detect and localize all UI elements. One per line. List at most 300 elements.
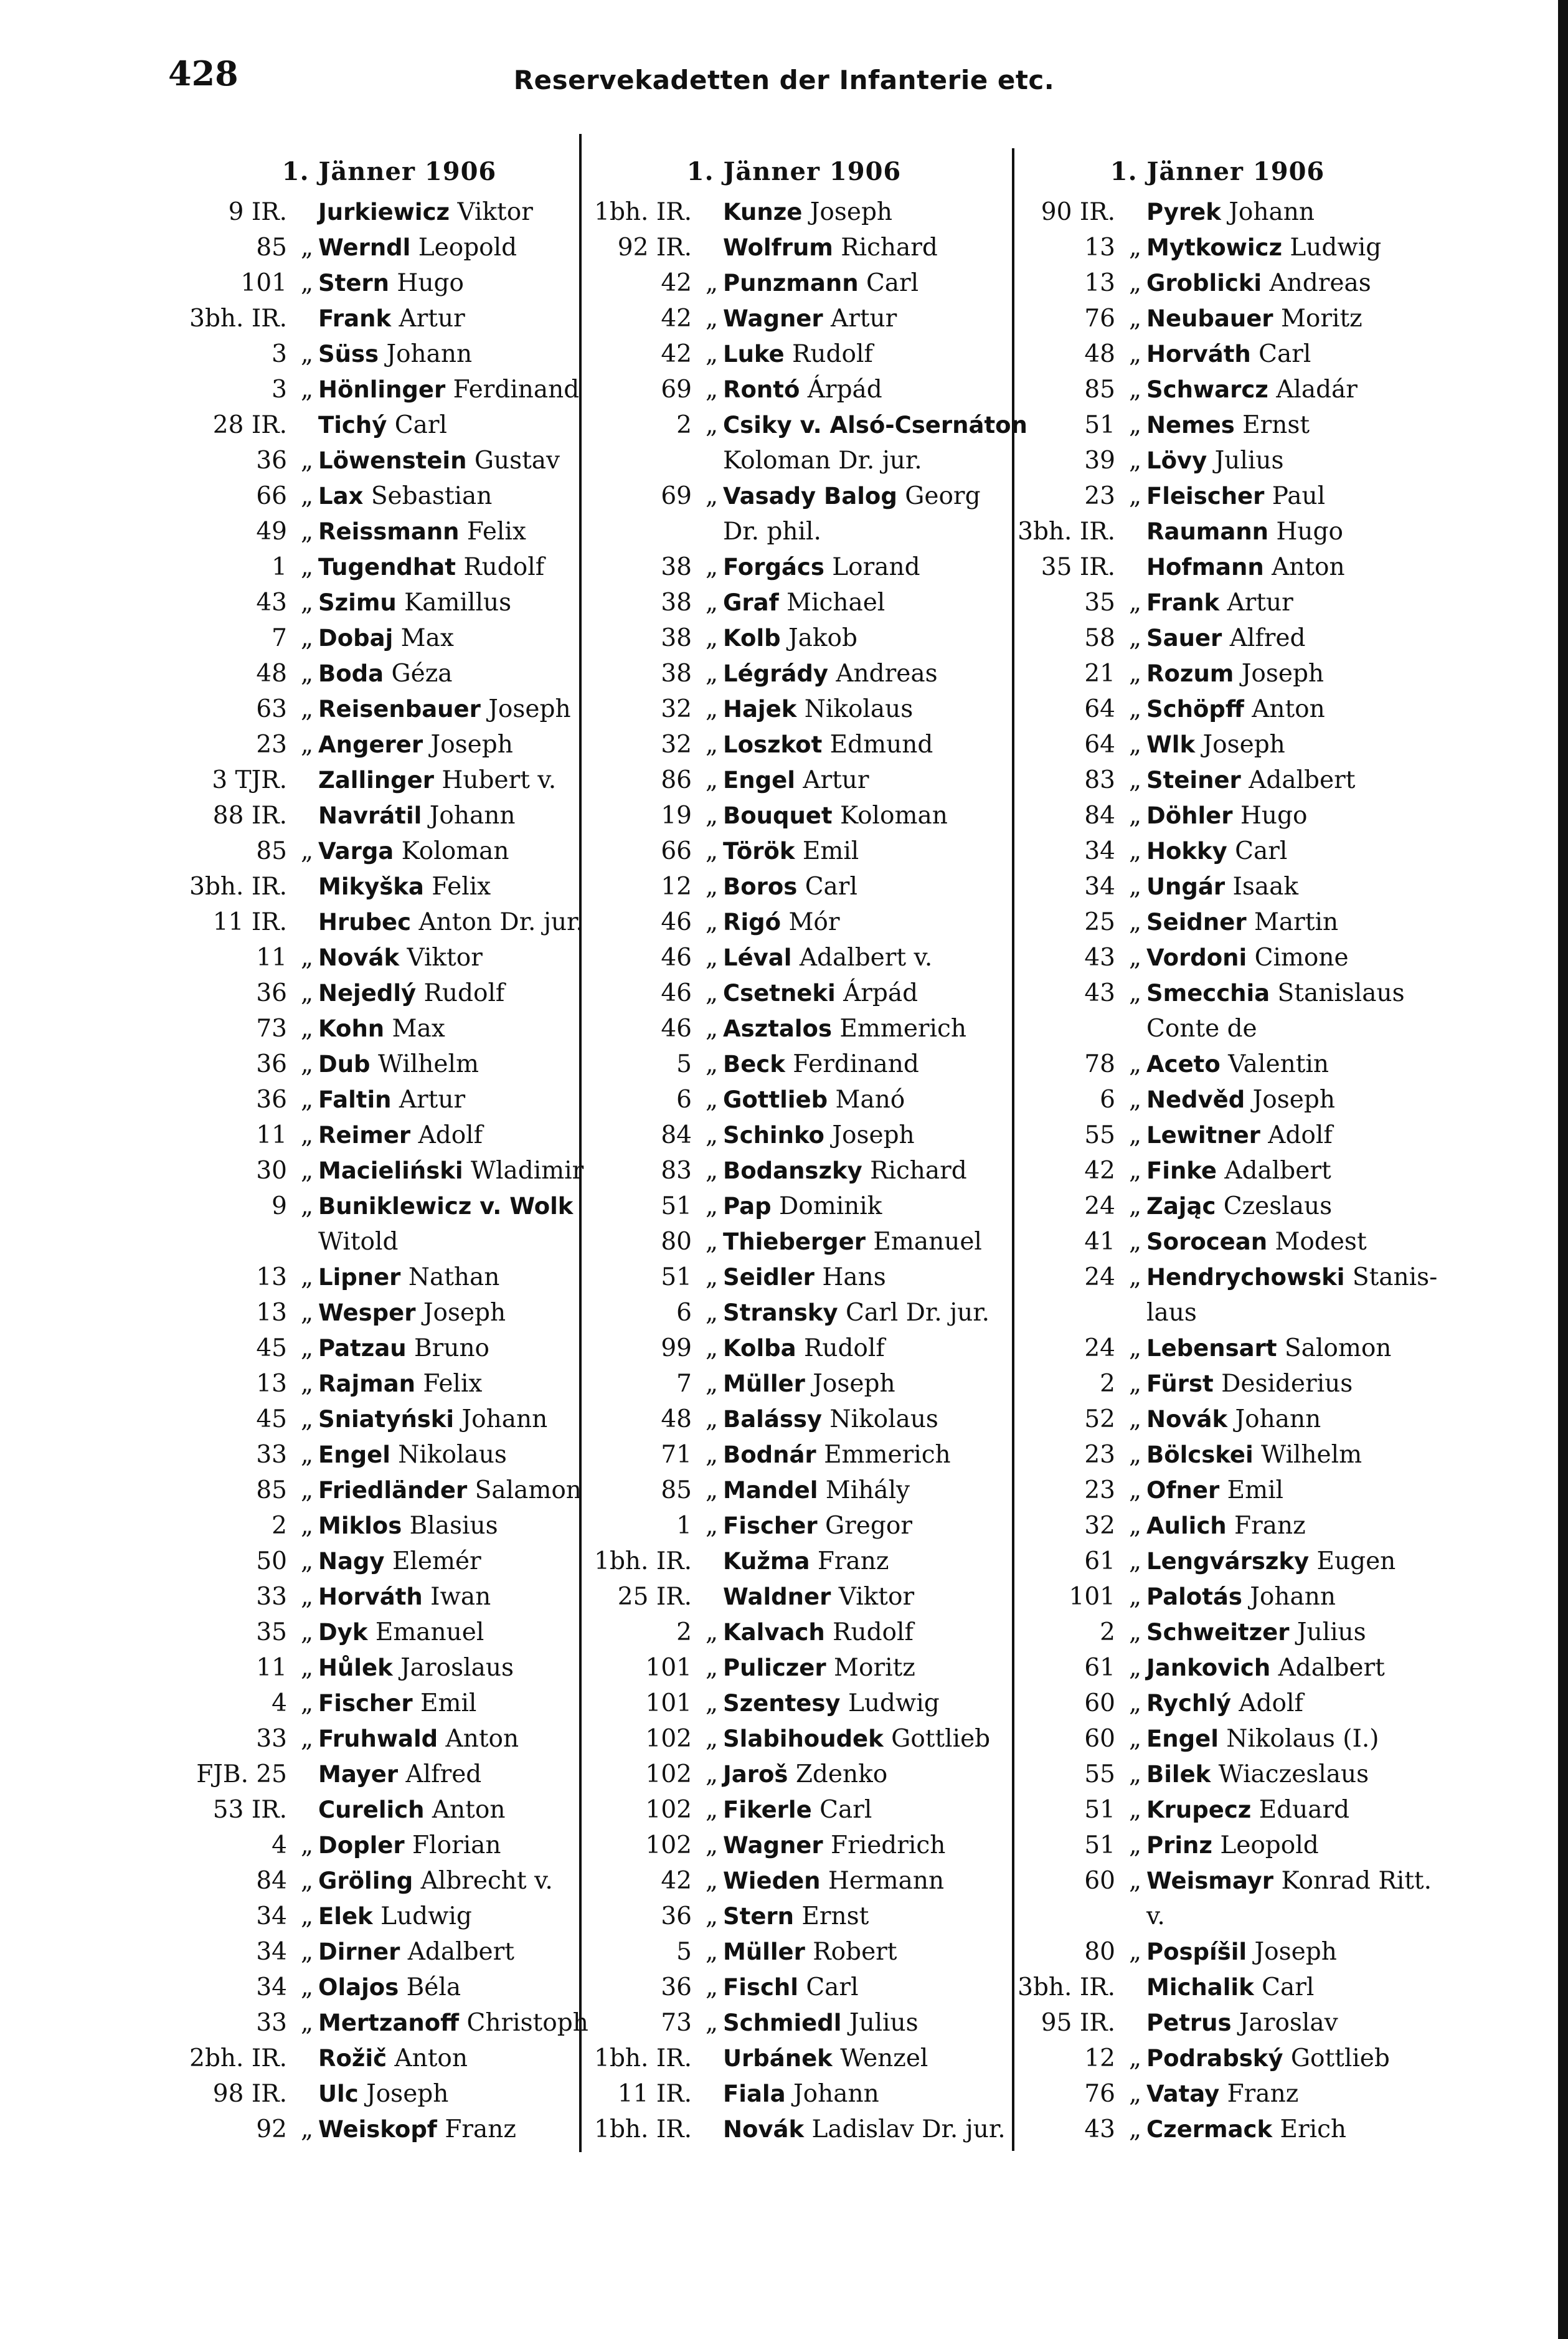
unit-number: 99	[661, 1334, 692, 1362]
roster-entry	[582, 1863, 1006, 1899]
ditto-mark: „	[300, 944, 314, 972]
person-name	[723, 1437, 1006, 1473]
person-name	[723, 194, 1006, 230]
surname: Hrubec	[318, 909, 412, 936]
ditto-mark: „	[1128, 1086, 1142, 1114]
ditto-mark: „	[1128, 2115, 1142, 2143]
unit-number: 45	[256, 1334, 287, 1362]
ditto-mark: „	[1128, 1796, 1142, 1824]
roster-rows	[177, 194, 601, 2147]
page-number: 428	[168, 54, 239, 93]
given-name: Manó	[828, 1086, 905, 1114]
surname: Döhler	[1146, 802, 1233, 829]
roster-entry	[1006, 407, 1429, 443]
person-name	[1146, 301, 1429, 336]
ditto-mark: „	[300, 1547, 314, 1575]
given-name: Viktor	[831, 1583, 915, 1611]
surname: Müller	[723, 1938, 805, 1965]
surname: Finke	[1146, 1157, 1217, 1184]
surname: Jurkiewicz	[318, 199, 450, 225]
ditto-mark: „	[705, 1512, 719, 1540]
roster-entry	[582, 1828, 1006, 1863]
person-name	[1146, 1650, 1429, 1686]
roster-entry	[177, 1224, 601, 1260]
roster-entry	[582, 407, 1027, 443]
unit-number: 2bh. IR.	[189, 2044, 287, 2072]
given-name: Joseph	[824, 1121, 915, 1149]
ditto-mark: „	[1128, 1476, 1142, 1504]
person-name	[318, 1579, 601, 1615]
given-name: Leopold	[1212, 1831, 1319, 1859]
roster-entry	[1006, 1331, 1429, 1366]
roster-entry	[582, 1224, 1006, 1260]
roster-entry	[177, 1402, 601, 1437]
ditto-mark: „	[705, 624, 719, 652]
unit-number: 102	[645, 1725, 692, 1753]
given-name: Joseph	[1245, 1086, 1335, 1114]
roster-entry	[1006, 194, 1429, 230]
person-name	[1146, 2076, 1429, 2112]
ditto-mark: „	[705, 2009, 719, 2037]
surname: Horváth	[1146, 341, 1251, 368]
unit-number	[177, 1224, 296, 1260]
roster-entry	[582, 940, 1006, 975]
surname: Wagner	[723, 1832, 823, 1859]
given-name: Joseph	[358, 2080, 449, 2108]
unit-number: 63	[256, 695, 287, 723]
roster-entry	[1006, 1188, 1429, 1224]
surname: Horváth	[318, 1583, 423, 1610]
person-name	[318, 1331, 601, 1366]
given-name: Czeslaus	[1216, 1192, 1333, 1220]
given-name: Ferdinand	[785, 1050, 919, 1078]
roster-entry	[177, 1544, 601, 1579]
surname: Bilek	[1146, 1761, 1211, 1788]
person-name	[1146, 975, 1429, 1011]
roster-entry	[1006, 230, 1429, 265]
ditto-mark: „	[705, 1902, 719, 1930]
ditto-mark: „	[705, 908, 719, 936]
ditto-mark: „	[705, 1192, 719, 1220]
unit-number: 38	[661, 589, 692, 617]
person-name	[723, 869, 1006, 904]
roster-entry	[1006, 301, 1429, 336]
ditto-mark: „	[1128, 2044, 1142, 2072]
roster-entry	[1006, 1473, 1429, 1508]
surname: Müller	[723, 1370, 805, 1397]
person-name	[1146, 1437, 1429, 1473]
given-name: Adolf	[410, 1121, 483, 1149]
person-name	[318, 1153, 601, 1188]
unit-number: 48	[1084, 340, 1115, 368]
surname: Mikyška	[318, 873, 424, 900]
ditto-mark: „	[300, 482, 314, 510]
person-name	[1146, 2041, 1429, 2076]
surname: Csiky v. Alsó-Csernáton	[723, 412, 1027, 439]
unit-number: 46	[661, 979, 692, 1007]
person-name	[318, 1721, 601, 1757]
person-name	[723, 1721, 1006, 1757]
unit-number: 85	[661, 1476, 692, 1504]
ditto-mark: „	[1128, 269, 1142, 297]
given-name: Anton	[424, 1796, 506, 1824]
person-name	[318, 620, 601, 656]
person-name	[723, 2041, 1006, 2076]
column-heading: 1. Jänner 1906	[686, 157, 902, 186]
roster-entry	[582, 656, 1006, 691]
ditto-mark: „	[300, 1938, 314, 1966]
surname: Pyrek	[1146, 199, 1221, 225]
unit-number: 7	[272, 624, 287, 652]
unit-number: 11	[256, 1121, 287, 1149]
surname: Pospíšil	[1146, 1938, 1247, 1965]
roster-rows	[582, 194, 1027, 2147]
roster-entry	[1006, 869, 1429, 904]
unit-number: 98 IR.	[212, 2080, 287, 2108]
ditto-mark: „	[1128, 1228, 1142, 1256]
unit-number: 84	[256, 1867, 287, 1895]
roster-entry	[1006, 549, 1429, 585]
ditto-mark	[701, 230, 723, 265]
ditto-mark: „	[1128, 837, 1142, 865]
person-name	[318, 762, 601, 798]
roster-entry	[1006, 514, 1429, 549]
surname: Schmiedl	[723, 2009, 842, 2036]
given-name: Hubert v.	[434, 766, 557, 794]
roster-entry	[1006, 1792, 1429, 1828]
given-name: Artur	[823, 305, 897, 333]
ditto-mark	[296, 798, 318, 833]
unit-number: 51	[1084, 1831, 1115, 1859]
given-name: Eduard	[1251, 1796, 1350, 1824]
unit-number: 1	[272, 553, 287, 581]
roster-entry	[582, 1508, 1006, 1544]
unit-number: 88 IR.	[212, 802, 287, 830]
person-name	[318, 1295, 601, 1331]
surname: Engel	[1146, 1725, 1219, 1752]
given-name: Rudolf	[784, 340, 873, 368]
ditto-mark: „	[1128, 979, 1142, 1007]
given-name: Emil	[412, 1689, 477, 1717]
surname: Wesper	[318, 1299, 416, 1326]
person-name	[723, 2112, 1006, 2147]
unit-number: 2	[676, 411, 692, 439]
roster-entry	[582, 1046, 1006, 1082]
person-name	[1146, 727, 1429, 762]
given-name: Salomon	[1277, 1334, 1392, 1362]
person-name	[318, 1011, 601, 1046]
given-name: Friedrich	[823, 1831, 946, 1859]
unit-number: 39	[1084, 447, 1115, 475]
person-name	[318, 1899, 601, 1934]
given-name: Koloman	[832, 802, 948, 830]
unit-number: 92 IR.	[617, 234, 692, 262]
given-name: Blasius	[402, 1512, 498, 1540]
roster-column	[1006, 149, 1438, 2147]
ditto-mark	[701, 443, 723, 478]
ditto-mark: „	[705, 1086, 719, 1114]
ditto-mark	[296, 194, 318, 230]
given-name: Wilhelm	[370, 1050, 479, 1078]
surname: Seidler	[723, 1264, 815, 1291]
ditto-mark: „	[300, 2009, 314, 2037]
given-name: Emmerich	[831, 1015, 966, 1043]
roster-entry	[177, 620, 601, 656]
unit-number: 51	[1084, 411, 1115, 439]
surname: Lebensart	[1146, 1335, 1277, 1362]
roster-entry	[177, 1615, 601, 1650]
surname: Mytkowicz	[1146, 234, 1282, 261]
roster-entry	[177, 1863, 601, 1899]
roster-entry	[1006, 2112, 1429, 2147]
unit-number: 1bh. IR.	[594, 1547, 692, 1575]
given-name: Valentin	[1220, 1050, 1329, 1078]
surname: Rontó	[723, 376, 800, 403]
ditto-mark: „	[300, 1583, 314, 1611]
unit-number: 101	[645, 1689, 692, 1717]
ditto-mark: „	[1128, 695, 1142, 723]
surname: Lipner	[318, 1264, 401, 1291]
ditto-mark: „	[1128, 1512, 1142, 1540]
surname: Loszkot	[723, 731, 823, 758]
unit-number: 43	[1084, 944, 1115, 972]
person-name	[318, 940, 601, 975]
person-name	[1146, 1082, 1429, 1117]
roster-entry	[582, 1544, 1006, 1579]
given-name: Ludwig	[1282, 234, 1382, 262]
unit-number: 78	[1084, 1050, 1115, 1078]
unit-number: 30	[256, 1157, 287, 1185]
surname: Rajman	[318, 1370, 416, 1397]
roster-entry	[1006, 1117, 1429, 1153]
surname: Varga	[318, 838, 394, 865]
roster-entry	[1006, 691, 1429, 727]
unit-number: 83	[1084, 766, 1115, 794]
given-name: Alfred	[1222, 624, 1306, 652]
roster-entry	[1006, 1650, 1429, 1686]
roster-entry	[582, 1473, 1006, 1508]
unit-number: 61	[1084, 1547, 1115, 1575]
given-name: Rudolf	[455, 553, 545, 581]
person-name	[318, 336, 601, 372]
surname: Pap	[723, 1193, 772, 1220]
ditto-mark: „	[705, 1228, 719, 1256]
given-name: Koloman	[394, 837, 509, 865]
person-name	[723, 798, 1006, 833]
roster-entry	[582, 265, 1006, 301]
ditto-mark: „	[1128, 766, 1142, 794]
given-name: Wiaczeslaus	[1211, 1760, 1369, 1788]
given-name: laus	[1146, 1299, 1197, 1327]
roster-entry	[582, 762, 1006, 798]
ditto-mark: „	[705, 305, 719, 333]
given-name: Dominik	[771, 1192, 882, 1220]
surname: Hajek	[723, 696, 797, 723]
person-name	[723, 1224, 1006, 1260]
unit-number: 43	[1084, 979, 1115, 1007]
unit-number: 85	[256, 1476, 287, 1504]
unit-number: 80	[1084, 1938, 1115, 1966]
surname: Wolfrum	[723, 234, 833, 261]
unit-number: 36	[256, 1086, 287, 1114]
given-name: Albrecht v.	[413, 1867, 553, 1895]
unit-number: 12	[661, 873, 692, 901]
unit-number: 3	[272, 376, 287, 404]
unit-number: 24	[1084, 1263, 1115, 1291]
ditto-mark: „	[1128, 873, 1142, 901]
person-name	[318, 1615, 601, 1650]
given-name: Ludwig	[840, 1689, 940, 1717]
ditto-mark: „	[1128, 1689, 1142, 1717]
given-name: Nikolaus	[821, 1405, 938, 1433]
ditto-mark: „	[705, 1796, 719, 1824]
given-name: Erich	[1272, 2115, 1347, 2143]
roster-entry	[582, 1117, 1006, 1153]
unit-number: 73	[256, 1015, 287, 1043]
surname: Sorocean	[1146, 1228, 1268, 1255]
ditto-mark: „	[705, 873, 719, 901]
unit-number: 5	[676, 1938, 692, 1966]
roster-entry	[582, 975, 1006, 1011]
ditto-mark: „	[300, 1192, 314, 1220]
roster-column	[582, 149, 1027, 2147]
unit-number: 32	[1084, 1512, 1115, 1540]
person-name	[318, 1402, 601, 1437]
surname: Beck	[723, 1051, 785, 1078]
surname: Fürst	[1146, 1370, 1214, 1397]
person-name	[318, 1863, 601, 1899]
ditto-mark: „	[300, 1334, 314, 1362]
ditto-mark: „	[300, 1689, 314, 1717]
unit-number: 84	[661, 1121, 692, 1149]
unit-number: 32	[661, 695, 692, 723]
unit-number: 50	[256, 1547, 287, 1575]
given-name: Carl	[1250, 340, 1311, 368]
surname: Löwenstein	[318, 447, 467, 474]
unit-number: 35	[1084, 589, 1115, 617]
unit-number: 6	[676, 1299, 692, 1327]
given-name: Max	[393, 624, 454, 652]
unit-number: 66	[256, 482, 287, 510]
person-name	[1146, 1970, 1429, 2005]
surname: Szimu	[318, 589, 397, 616]
given-name: Lorand	[824, 553, 920, 581]
given-name: Joseph	[802, 198, 893, 226]
unit-number: 41	[1084, 1228, 1115, 1256]
person-name	[723, 585, 1006, 620]
roster-entry	[582, 230, 1006, 265]
ditto-mark	[1124, 1011, 1146, 1046]
ditto-mark: „	[300, 1157, 314, 1185]
unit-number: 2	[1100, 1618, 1115, 1646]
given-name: Gustav	[466, 447, 560, 475]
given-name: Carl	[811, 1796, 872, 1824]
surname: Engel	[723, 767, 795, 794]
roster-entry	[582, 1721, 1006, 1757]
roster-entry	[177, 1011, 601, 1046]
person-name	[1146, 1117, 1429, 1153]
ditto-mark: „	[300, 1973, 314, 2001]
ditto-mark: „	[1128, 447, 1142, 475]
surname: Nemes	[1146, 412, 1235, 439]
surname: Török	[723, 838, 795, 865]
person-name	[1146, 336, 1429, 372]
unit-number: 33	[256, 2009, 287, 2037]
roster-entry	[582, 1970, 1006, 2005]
roster-entry	[1006, 940, 1429, 975]
roster-entry	[582, 833, 1006, 869]
given-name: Mihály	[818, 1476, 910, 1504]
surname: Novák	[1146, 1406, 1228, 1433]
person-name	[723, 1792, 1006, 1828]
given-name: Adolf	[1260, 1121, 1333, 1149]
ditto-mark	[1124, 1899, 1146, 1934]
person-name	[318, 1473, 601, 1508]
surname: Fischer	[318, 1690, 413, 1717]
ditto-mark	[296, 904, 318, 940]
unit-number: 4	[272, 1831, 287, 1859]
ditto-mark	[1124, 1295, 1146, 1331]
unit-number: 5	[676, 1050, 692, 1078]
given-name: Cimone	[1247, 944, 1349, 972]
person-name	[723, 1117, 1006, 1153]
person-name	[1146, 230, 1429, 265]
given-name: Artur	[1219, 589, 1293, 617]
ditto-mark: „	[705, 1725, 719, 1753]
given-name: Árpád	[835, 979, 919, 1007]
roster-entry	[582, 2005, 1006, 2041]
roster-entry	[177, 1295, 601, 1331]
given-name: Wenzel	[832, 2044, 928, 2072]
unit-number: 2	[272, 1512, 287, 1540]
surname: Reimer	[318, 1122, 411, 1149]
unit-number: 25 IR.	[617, 1583, 692, 1611]
person-name	[1146, 1934, 1429, 1970]
unit-number: 11 IR.	[212, 908, 287, 936]
unit-number: 55	[1084, 1121, 1115, 1149]
given-name: Anton	[1263, 553, 1345, 581]
person-name	[723, 691, 1006, 727]
given-name: Alfred	[398, 1760, 482, 1788]
person-name	[318, 1650, 601, 1686]
unit-number: 42	[661, 305, 692, 333]
roster-entry	[177, 975, 601, 1011]
given-name: Sebastian	[363, 482, 493, 510]
person-name	[723, 478, 1006, 514]
roster-entry	[582, 1934, 1006, 1970]
roster-entry	[582, 1082, 1006, 1117]
person-name	[1146, 1473, 1429, 1508]
ditto-mark: „	[705, 1441, 719, 1469]
surname: Vatay	[1146, 2080, 1220, 2107]
given-name: Elemér	[384, 1547, 481, 1575]
ditto-mark	[701, 2076, 723, 2112]
ditto-mark	[1124, 549, 1146, 585]
roster-entry	[177, 940, 601, 975]
person-name	[723, 1402, 1006, 1437]
ditto-mark: „	[705, 1618, 719, 1646]
given-name: Artur	[795, 766, 869, 794]
surname: Lewitner	[1146, 1122, 1260, 1149]
given-name: Witold	[318, 1228, 399, 1256]
person-name	[723, 1508, 1006, 1544]
unit-number: 35	[256, 1618, 287, 1646]
surname: Michalik	[1146, 1974, 1254, 2001]
surname: Sauer	[1146, 625, 1222, 652]
surname: Lengvárszky	[1146, 1548, 1310, 1575]
surname: Jaroš	[723, 1761, 788, 1788]
given-name: Hans	[814, 1263, 886, 1291]
